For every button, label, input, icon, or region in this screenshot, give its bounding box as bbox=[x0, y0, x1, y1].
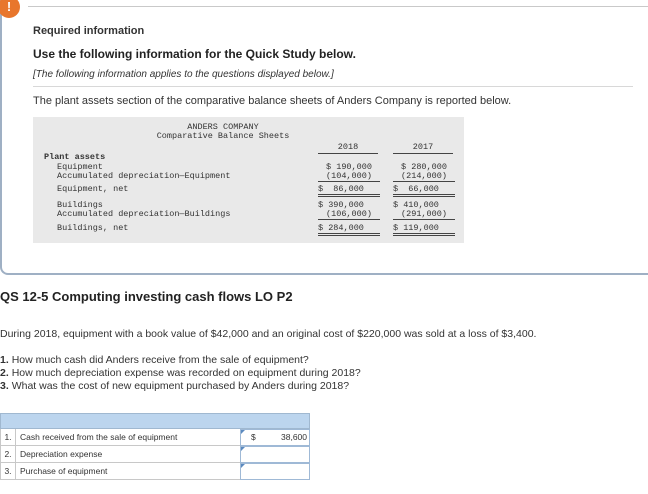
company-name: ANDERS COMPANY bbox=[187, 122, 259, 132]
row-value: $ 119,000 bbox=[393, 223, 455, 236]
instructions-heading: Use the following information for the Quick Study below. bbox=[33, 47, 356, 61]
row-label: Accumulated depreciation—Buildings bbox=[57, 209, 231, 219]
table-row bbox=[0, 446, 310, 463]
row-label: Cash received from the sale of equipment bbox=[20, 432, 178, 442]
row-label: Equipment, net bbox=[57, 184, 129, 194]
question-title: QS 12-5 Computing investing cash flows LO P2 bbox=[0, 289, 293, 304]
row-label: Buildings, net bbox=[57, 223, 129, 233]
row-value: (214,000) bbox=[393, 171, 455, 182]
intro-text: The plant assets section of the comparative balance sheets of Anders Company is reported below. bbox=[33, 95, 512, 107]
input-marker-icon bbox=[241, 464, 245, 468]
required-title: Required information bbox=[33, 25, 145, 37]
row-value: $ 284,000 bbox=[318, 223, 380, 236]
question-item: 2. How much depreciation expense was recorded on equipment during 2018? bbox=[0, 367, 361, 379]
year-2018-header: 2018 bbox=[318, 142, 378, 154]
row-value: $ 280,000 bbox=[401, 162, 447, 172]
row-number: 3. bbox=[0, 463, 16, 480]
question-item: 3. What was the cost of new equipment purchased by Anders during 2018? bbox=[0, 380, 350, 392]
input-value: 38,600 bbox=[281, 432, 307, 442]
row-value: $ 190,000 bbox=[326, 162, 372, 172]
row-label: Accumulated depreciation—Equipment bbox=[57, 171, 231, 181]
purchase-equipment-input[interactable] bbox=[240, 463, 310, 480]
answer-table-header bbox=[0, 413, 310, 429]
applies-note: [The following information applies to the questions displayed below.] bbox=[33, 69, 334, 80]
row-value: $ 66,000 bbox=[393, 184, 455, 197]
depreciation-expense-input[interactable] bbox=[240, 446, 310, 463]
row-value: $ 410,000 bbox=[393, 200, 439, 210]
balance-sheet-table bbox=[33, 117, 464, 243]
top-divider bbox=[28, 6, 648, 7]
row-label: Depreciation expense bbox=[20, 449, 103, 459]
dollar-sign: $ bbox=[251, 432, 256, 442]
input-marker-icon bbox=[241, 447, 245, 451]
row-value: $ 390,000 bbox=[318, 200, 364, 210]
question-item: 1. How much cash did Anders receive from the sale of equipment? bbox=[0, 354, 309, 366]
table-row bbox=[0, 463, 310, 480]
alert-icon: ! bbox=[0, 0, 20, 18]
row-value: (291,000) bbox=[393, 209, 455, 220]
section-label: Plant assets bbox=[44, 152, 106, 162]
row-number: 1. bbox=[0, 429, 16, 446]
divider bbox=[33, 86, 633, 87]
row-value: (106,000) bbox=[318, 209, 380, 220]
row-value: (104,000) bbox=[318, 171, 380, 182]
input-marker-icon bbox=[241, 430, 245, 434]
row-label: Equipment bbox=[57, 162, 103, 172]
row-label: Buildings bbox=[57, 200, 103, 210]
cash-received-input[interactable] bbox=[240, 429, 310, 446]
row-number: 2. bbox=[0, 446, 16, 463]
row-value: $ 86,000 bbox=[318, 184, 380, 197]
sheet-title: Comparative Balance Sheets bbox=[156, 131, 290, 141]
question-scenario: During 2018, equipment with a book value of $42,000 and an original cost of $220,000 was sold at a loss of $3,400. bbox=[0, 328, 537, 340]
row-label: Purchase of equipment bbox=[20, 466, 108, 476]
table-row bbox=[0, 429, 310, 446]
year-2017-header: 2017 bbox=[393, 142, 453, 154]
